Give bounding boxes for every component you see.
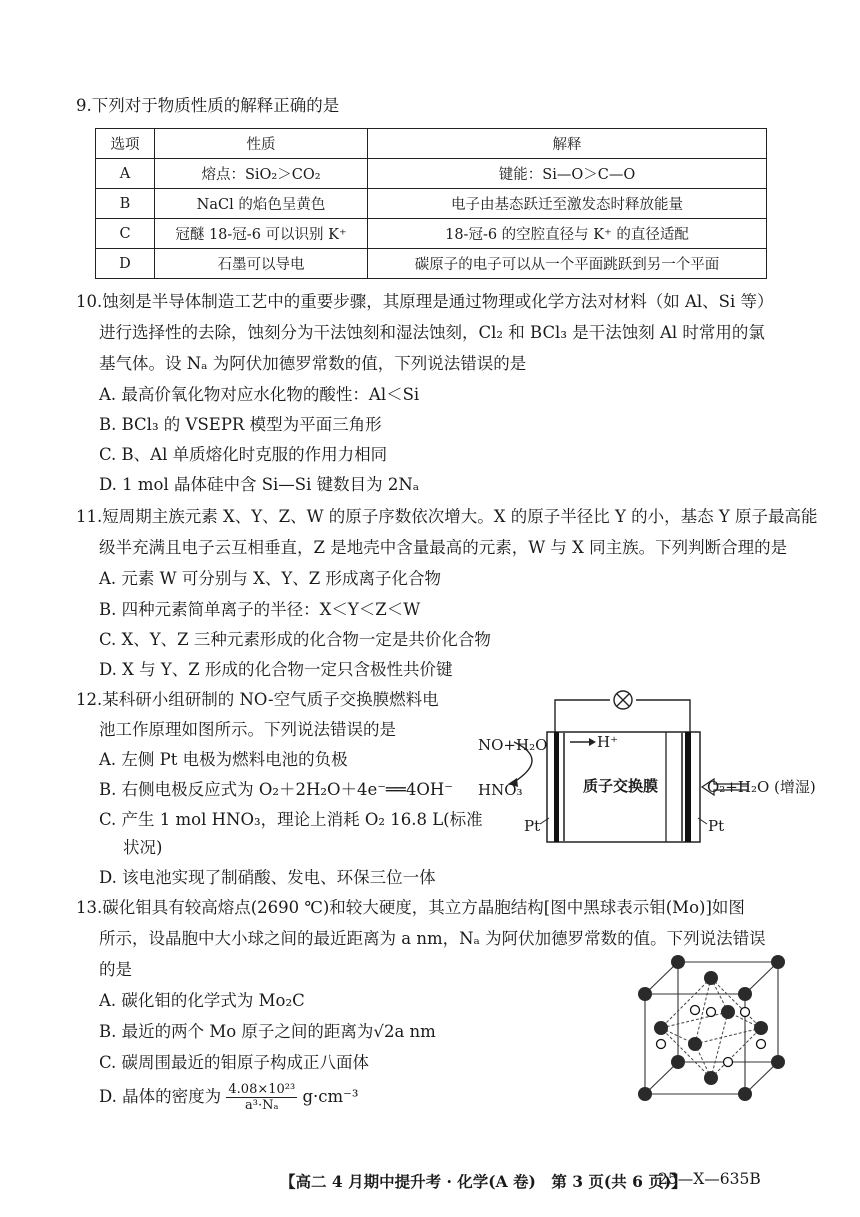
table-header-row <box>96 129 767 159</box>
q10-option-c: C. B、Al 单质熔化时克服的作用力相同 <box>99 445 388 464</box>
q12-option-c-cont: 状况) <box>123 838 163 857</box>
crystal-cell-diagram <box>630 952 806 1102</box>
table-cell: NaCl 的焰色呈黄色 <box>155 189 368 219</box>
lamp-icon <box>614 691 632 709</box>
q10-option-a: A. 最高价氧化物对应水化物的酸性：Al＜Si <box>99 385 420 404</box>
q12-stem-line: 池工作原理如图所示。下列说法错误的是 <box>99 720 396 739</box>
table-cell: 键能：Si—O＞C—O <box>368 159 767 189</box>
q12-option-a: A. 左侧 Pt 电极为燃料电池的负极 <box>99 750 348 769</box>
left-electrode <box>554 732 559 842</box>
table-row <box>96 189 767 219</box>
q13-stem-line: 所示，设晶胞中大小球之间的最近距离为 a nm，Nₐ 为阿伏加德罗常数的值。下列说法错误 <box>99 929 766 948</box>
right-electrode <box>685 732 691 842</box>
table-cell: D <box>96 249 155 279</box>
q12-stem-line: 12.某科研小组研制的 NO-空气质子交换膜燃料电 <box>76 690 439 709</box>
q11-stem-line: 级半充满且电子云互相垂直，Z 是地壳中含量最高的元素，W 与 X 同主族。下列判断合理的是 <box>99 538 788 557</box>
q11-option-a: A. 元素 W 可分别与 X、Y、Z 形成离子化合物 <box>99 569 441 588</box>
q13-option-d-prefix: D. 晶体的密度为 <box>99 1087 222 1106</box>
left-inlet-label: NO+H₂O <box>478 736 548 754</box>
pt-left-label: Pt <box>524 817 541 835</box>
q12-option-c: C. 产生 1 mol HNO₃，理论上消耗 O₂ 16.8 L(标准 <box>99 810 483 829</box>
q10-option-d: D. 1 mol 晶体硅中含 Si—Si 键数目为 2Nₐ <box>99 475 420 494</box>
q13-stem-line: 13.碳化钼具有较高熔点(2690 ℃)和较大硬度，其立方晶胞结构[图中黑球表示钼(Mo)]如图 <box>76 898 745 917</box>
table-cell: A <box>96 159 155 189</box>
q12-option-b: B. 右侧电极反应式为 O₂＋2H₂O＋4e⁻══4OH⁻ <box>99 780 453 799</box>
table-header: 解释 <box>368 129 767 159</box>
table-cell: B <box>96 189 155 219</box>
q9-table <box>95 128 767 279</box>
q13-option-a: A. 碳化钼的化学式为 Mo₂C <box>99 991 305 1010</box>
q10-stem-line: 10.蚀刻是半导体制造工艺中的重要步骤，其原理是通过物理或化学方法对材料（如 Al、Si 等） <box>76 292 774 311</box>
q13-option-b: B. 最近的两个 Mo 原子之间的距离为√2a nm <box>99 1022 436 1041</box>
paper-code: 25—X—635B <box>658 1170 761 1188</box>
q12-option-d: D. 该电池实现了制硝酸、发电、环保三位一体 <box>99 868 436 887</box>
table-cell: C <box>96 219 155 249</box>
proton-label: H⁺ <box>597 733 618 751</box>
table-header: 性质 <box>155 129 368 159</box>
density-fraction <box>226 1082 297 1113</box>
table-row <box>96 249 767 279</box>
page-footer: 【高二 4 月期中提升考 · 化学(A 卷) 第 3 页(共 6 页)】 <box>280 1172 687 1191</box>
q9-stem: 9.下列对于物质性质的解释正确的是 <box>76 96 340 115</box>
density-denominator: a³·Nₐ <box>245 1098 279 1113</box>
density-numerator: 4.08×10²³ <box>228 1082 296 1097</box>
density-unit: g·cm⁻³ <box>302 1087 359 1106</box>
table-row <box>96 219 767 249</box>
q11-stem-line: 11.短周期主族元素 X、Y、Z、W 的原子序数依次增大。X 的原子半径比 Y 的小，基态 Y 原子最高能 <box>76 507 818 526</box>
pt-right-label: Pt <box>708 817 725 835</box>
q13-stem-line: 的是 <box>99 960 132 979</box>
q13-option-c: C. 碳周围最近的钼原子构成正八面体 <box>99 1053 370 1072</box>
table-cell: 熔点：SiO₂＞CO₂ <box>155 159 368 189</box>
table-cell: 18-冠-6 的空腔直径与 K⁺ 的直径适配 <box>368 219 767 249</box>
table-cell: 冠醚 18-冠-6 可以识别 K⁺ <box>155 219 368 249</box>
table-header: 选项 <box>96 129 155 159</box>
q10-stem-line: 基气体。设 Nₐ 为阿伏加德罗常数的值，下列说法错误的是 <box>99 354 527 373</box>
q11-option-d: D. X 与 Y、Z 形成的化合物一定只含极性共价键 <box>99 660 453 679</box>
membrane-label: 质子交换膜 <box>583 777 659 795</box>
q10-option-b: B. BCl₃ 的 VSEPR 模型为平面三角形 <box>99 415 382 434</box>
q11-option-c: C. X、Y、Z 三种元素形成的化合物一定是共价化合物 <box>99 630 491 649</box>
q11-option-b: B. 四种元素简单离子的半径：X＜Y＜Z＜W <box>99 600 421 619</box>
table-cell: 碳原子的电子可以从一个平面跳跃到另一个平面 <box>368 249 767 279</box>
table-row <box>96 159 767 189</box>
right-inlet-label: O₂+H₂O (增湿) <box>707 778 816 796</box>
q10-stem-line: 进行选择性的去除，蚀刻分为干法蚀刻和湿法蚀刻，Cl₂ 和 BCl₃ 是干法蚀刻 Al 时常用的氯 <box>99 323 765 342</box>
table-cell: 石墨可以导电 <box>155 249 368 279</box>
q13-option-d <box>99 1082 358 1113</box>
table-cell: 电子由基态跃迁至激发态时释放能量 <box>368 189 767 219</box>
left-outlet-label: HNO₃ <box>478 781 523 799</box>
